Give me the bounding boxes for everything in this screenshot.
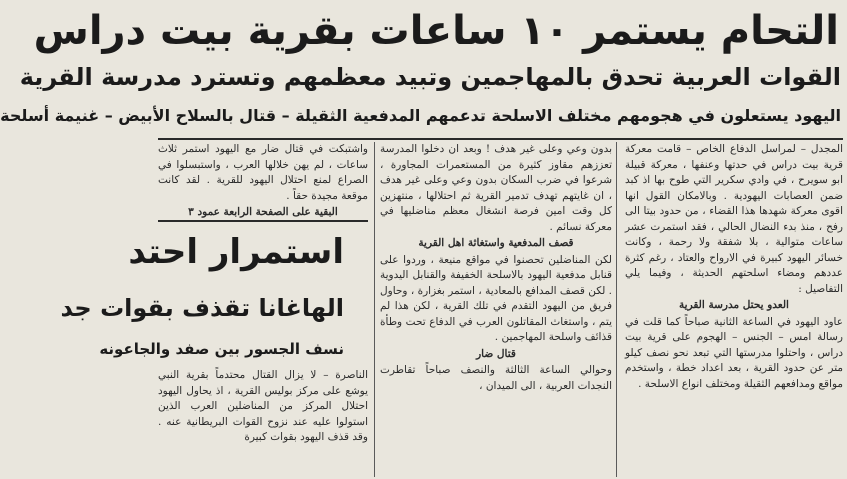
middle-column-subheading-1: قصف المدفعية واستغاثة اهل القرية xyxy=(418,237,574,249)
second-article-paragraph: الناصرة – لا يزال القتال محتدماً بقرية النبي يوشع على مركز بوليس القرية ، اذ يحاول اليهود احتلال المركز من المناضلين العرب الذين استولوا عليه عند نزوح القوات البريطانية عنه . وقد قذف اليهود بقوات كبيرة xyxy=(158,369,368,443)
column-divider xyxy=(374,142,375,477)
secondary-subheadline: اليهود يستعلون في هجومهم مختلف الاسلحة تدعمهم المدفعية الثقيلة – قتال بالسلاح الأبيض – غنيمة أسلحة xyxy=(0,106,841,125)
continued-note: البقية على الصفحة الرابعة عمود ٣ xyxy=(188,206,338,218)
right-column-paragraph-1: المجدل – لمراسل الدفاع الخاص – قامت معركة قرية بيت دراس في حدتها وعنفها ، معركة قبيلة ابو سويرح ، في وادي سكرير التي طوح بها اذ كبد ضمن العصابات اليهودية . وبالامكان القول انها اقوى معركة شهدها هذا القضاء ، من حدود بيتا الى رفح ، منذ بدء النضال الحالي ، فقد استمرت عشر ساعات متوالية ، بلا شفقة ولا رحمة ، وكانت خسائر اليهود كبيرة في الارواح والعتاد ، رغم كثرة عددهم ومضاء اسلحتهم الحديثة ، وفيما يلي التفاصيل : xyxy=(625,143,843,295)
headline-divider xyxy=(158,138,843,140)
right-column-paragraph-2: عاود اليهود في الساعة الثانية صباحاً كما قلت في رسالة امس – الجنس – الهجوم على قرية بيت دراس ، واحتلوا مدرستها التي تبعد نحو نصف كيلو متر عن حدود القرية ، بعد اعداد خطة ، واستخدم مواقع ومدافعهم الثقيلة ومختلف انواع الاسلحة . xyxy=(625,315,843,390)
main-headline: التحام يستمر ١٠ ساعات بقرية بيت دراس xyxy=(33,8,839,54)
middle-column-paragraph-1: بدون وعي وعلى غير هدف ! وبعد ان دخلوا المدرسة تعززهم مقاوز كثيرة من المستعمرات المجاورة ، شرعوا في ضرب السكان بدون وعي وعلى غير هدف ، ان غايتهم تهدف تدمير القرية ثم احتلالها ، منتهزين كل وقت امين فرصة انشغال معظم مناضليها في معركة نسائم . xyxy=(380,143,612,233)
middle-column xyxy=(380,142,612,477)
right-column xyxy=(625,142,843,477)
left-top-column xyxy=(158,142,368,216)
middle-column-paragraph-3: وحوالي الساعة الثالثة والنصف صباحاً تقاطرت النجدات العربية ، الى الميدان ، xyxy=(380,364,612,392)
main-subheadline: القوات العربية تحدق بالمهاجمين وتبيد معظمهم وتسترد مدرسة القرية xyxy=(19,63,841,91)
second-article-secondary-subheadline: نسف الجسور بين صفد والجاعونه xyxy=(99,340,344,358)
middle-column-paragraph-2: لكن المناضلين تحصنوا في مواقع منيعة ، وردوا على قنابل مدفعية اليهود بالاسلحة الخفيفة والقنابل اليدوية . لكن قصف المدافع بالمعادية ، استمر بغزارة ، وحاول فريق من اليهود التقدم في تلك القرية ، لكن هذا لم يتم ، واستغاث المقاتلون العرب في الدفاع تحت وطأة قذائف واسلحة المهاجمين . xyxy=(380,253,612,343)
second-article-subheadline: الهاغانا تقذف بقوات جد xyxy=(60,294,344,322)
second-article-body xyxy=(158,368,368,478)
column-divider xyxy=(616,142,617,477)
left-column-paragraph: واشتبكت في قتال ضار مع اليهود استمر ثلاث ساعات ، لم يهن خلالها العرب ، واستبسلوا في الصراع لمنع احتلال اليهود للقرية . لقد كانت موقعة مجيدة حقاً . xyxy=(158,143,368,202)
second-article-headline: استمرار احتد xyxy=(128,232,344,272)
right-column-subheading: العدو يحتل مدرسة القرية xyxy=(679,299,789,311)
middle-column-subheading-2: قتال ضار xyxy=(476,347,516,360)
